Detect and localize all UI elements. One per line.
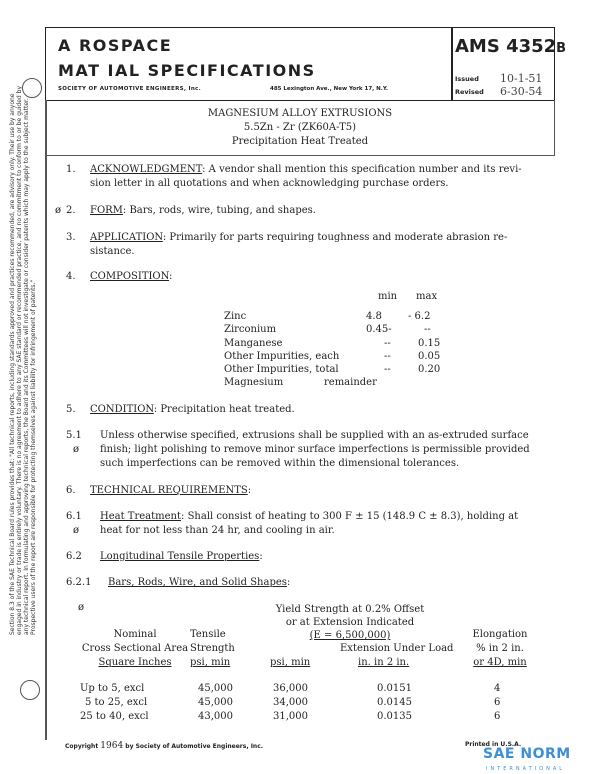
col-area-head-1: Nominal [113, 629, 157, 640]
section-6-2-number: 6.2 [66, 551, 82, 562]
composition-col-min: min [378, 291, 398, 302]
section-2-heading: FORM [90, 205, 123, 216]
section-3-number: 3. [66, 232, 76, 243]
section-2-number: 2. [66, 205, 76, 216]
material-designation: 5.5Zn - Zr (ZK60A-T5) [243, 122, 357, 133]
material-title: MAGNESIUM ALLOY EXTRUSIONS [207, 108, 393, 119]
section-6-colon: : [247, 485, 252, 496]
table-cell-tensile: 43,000 [198, 711, 233, 722]
copyright-prefix: Copyright [65, 743, 99, 750]
printed-in: Printed in U.S.A. [465, 741, 522, 748]
revision-mark: ø [73, 525, 80, 536]
section-3-heading: APPLICATION [90, 232, 163, 243]
section-5 [90, 404, 295, 415]
society-name: SOCIETY OF AUTOMOTIVE ENGINEERS, Inc. [58, 86, 201, 92]
left-margin-rule [45, 100, 47, 740]
table-cell-elongation: 6 [494, 697, 501, 708]
table-cell-elongation: 4 [494, 683, 501, 694]
section-1-number: 1. [66, 164, 76, 175]
col-elong-head-3: or 4D, min [473, 657, 527, 668]
watermark-logo-sub: INTERNATIONAL [486, 766, 566, 772]
section-4-number: 4. [66, 271, 76, 282]
section-6-1 [100, 511, 518, 522]
section-4 [90, 271, 172, 282]
issued-label: Issued [455, 75, 479, 83]
section-1-heading: ACKNOWLEDGMENT [90, 164, 203, 175]
composition-element: Manganese [224, 338, 283, 349]
col-extension-head-1: Extension Under Load [340, 643, 454, 654]
society-address: 485 Lexington Ave., New York 17, N.Y. [270, 86, 389, 92]
header-title-line2: MAT IAL SPECIFICATIONS [58, 61, 316, 80]
table-cell-yield: 36,000 [273, 683, 308, 694]
composition-min: -- [384, 338, 391, 349]
col-area-head-2: Cross Sectional Area [81, 643, 189, 654]
section-3 [90, 232, 507, 243]
yield-heading-1: Yield Strength at 0.2% Offset [275, 604, 425, 615]
section-5-1-text: Unless otherwise specified, extrusions shall be supplied with an as-extruded surface [100, 430, 529, 441]
section-6-1-text: : Shall consist of heating to 300 F ± 15 (148.9 C ± 8.3), holding at [181, 511, 519, 522]
revision-mark: ø [73, 444, 80, 455]
composition-element: Other Impurities, each [224, 351, 340, 362]
material-condition: Precipitation Heat Treated [231, 136, 369, 147]
composition-min: remainder [324, 377, 377, 388]
section-5-text: : Precipitation heat treated. [153, 404, 295, 415]
col-tensile-head-3: psi, min [190, 657, 231, 668]
table-cell-area: 5 to 25, excl [85, 697, 148, 708]
composition-min: -- [384, 351, 391, 362]
composition-col-max: max [416, 291, 438, 302]
table-cell-yield: 34,000 [273, 697, 308, 708]
punch-hole-bottom [20, 680, 40, 700]
composition-element: Zirconium [224, 324, 277, 335]
section-6-2-colon: : [259, 551, 263, 562]
col-yield-head: psi, min [270, 657, 311, 668]
composition-element: Magnesium [224, 377, 284, 388]
composition-min: 0.45- [366, 324, 392, 335]
composition-max: -- [424, 324, 431, 335]
revised-label: Revised [455, 88, 484, 96]
table-cell-extension: 0.0145 [377, 697, 412, 708]
section-2-text: : Bars, rods, wire, tubing, and shapes. [122, 205, 316, 216]
yield-heading-3: (E = 6,500,000) [309, 630, 391, 641]
section-1 [90, 164, 522, 175]
section-4-heading: COMPOSITION [90, 271, 170, 282]
spec-number [455, 36, 566, 57]
section-5-heading: CONDITION [90, 404, 154, 415]
section-6-1-text-cont: heat for not less than 24 hr, and cooling in air. [100, 525, 335, 536]
section-2 [90, 205, 316, 216]
table-cell-tensile: 45,000 [198, 697, 233, 708]
section-6-number: 6. [66, 485, 76, 496]
issued-date: 10-1-51 [500, 72, 543, 85]
section-5-1-text-cont: such imperfections can be removed within the dimensional tolerances. [100, 458, 460, 469]
composition-min: -- [384, 364, 391, 375]
copyright-year: 1964 [100, 741, 124, 751]
section-5-number: 5. [66, 404, 76, 415]
composition-element: Zinc [224, 311, 247, 322]
col-elong-head-1: Elongation [472, 629, 528, 640]
table-cell-yield: 31,000 [273, 711, 308, 722]
section-4-colon: : [169, 271, 173, 282]
composition-min: 4.8 [366, 311, 382, 322]
table-cell-area: 25 to 40, excl [80, 711, 149, 722]
section-3-text-cont: sistance. [90, 246, 135, 257]
section-6-2-1-heading: Bars, Rods, Wire, and Solid Shapes [108, 577, 287, 588]
section-6-1-heading: Heat Treatment [100, 511, 182, 522]
composition-max: - 6.2 [408, 311, 431, 322]
col-extension-head-2: in. in 2 in. [358, 657, 410, 668]
spec-revision: B [556, 41, 567, 56]
revised-date: 6-30-54 [500, 85, 543, 98]
table-cell-extension: 0.0135 [377, 711, 412, 722]
section-6 [90, 485, 251, 496]
composition-max: 0.15 [418, 338, 441, 349]
table-cell-tensile: 45,000 [198, 683, 233, 694]
table-cell-elongation: 6 [494, 711, 501, 722]
header-title-line1: A ROSPACE [58, 36, 173, 55]
section-3-text: : Primarily for parts requiring toughness and moderate abrasion re- [162, 232, 508, 243]
section-1-text: : A vendor shall mention this specification number and its revi- [202, 164, 522, 175]
spec-number-text: AMS 4352 [455, 36, 557, 57]
table-cell-extension: 0.0151 [377, 683, 412, 694]
section-5-1-text-cont: finish; light polishing to remove minor surface imperfections is permissible provided [100, 444, 530, 455]
composition-max: 0.05 [418, 351, 441, 362]
section-6-heading: TECHNICAL REQUIREMENTS [90, 485, 248, 496]
col-tensile-head-2: Strength [190, 643, 235, 654]
composition-element: Other Impurities, total [224, 364, 339, 375]
legal-notice: Section 8.3 of the SAE Technical Board rules provides that: "All technical reports, including standards approved and practices recommended, are advisory only. Their use by anyone engaged in industry or trade is entirely voluntary. There is no agreement to adhere to any SAE standard or recommended practice, and no commitment to conform to or be guided by any technical report. In formulating and approving technical reports, the Board and its Committees will not investigate or consider patents which may apply to the subject matter. Prospective users of the report are responsible for protecting themselves against liability for infringement of patents." [9, 85, 37, 635]
copyright [65, 741, 263, 751]
section-6-2-1-colon: : [286, 577, 291, 588]
section-6-2 [100, 551, 263, 562]
legal-sidebar [6, 75, 40, 635]
title-bottom-rule [46, 155, 555, 156]
col-elong-head-2: % in 2 in. [476, 643, 524, 654]
section-6-2-1 [108, 577, 290, 588]
revision-mark: ø [55, 205, 62, 216]
header-divider [451, 28, 453, 100]
section-6-1-number: 6.1 [66, 511, 82, 522]
section-5-1-number: 5.1 [66, 430, 82, 441]
punch-hole-top [22, 78, 42, 98]
section-6-2-1-number: 6.2.1 [66, 577, 92, 588]
watermark-logo: SAE NORM [483, 746, 571, 762]
col-tensile-head-1: Tensile [190, 629, 226, 640]
section-1-text-cont: sion letter in all quotations and when acknowledging purchase orders. [90, 178, 449, 189]
section-6-2-heading: Longitudinal Tensile Properties [100, 551, 260, 562]
col-area-head-3: Square Inches [98, 657, 172, 668]
copyright-holder: by Society of Automotive Engineers, Inc. [125, 743, 264, 750]
composition-max: 0.20 [418, 364, 441, 375]
yield-heading-2: or at Extension Indicated [285, 617, 415, 628]
revision-mark: ø [78, 602, 85, 613]
table-cell-area: Up to 5, excl [80, 683, 145, 694]
right-title-rule [554, 100, 555, 156]
